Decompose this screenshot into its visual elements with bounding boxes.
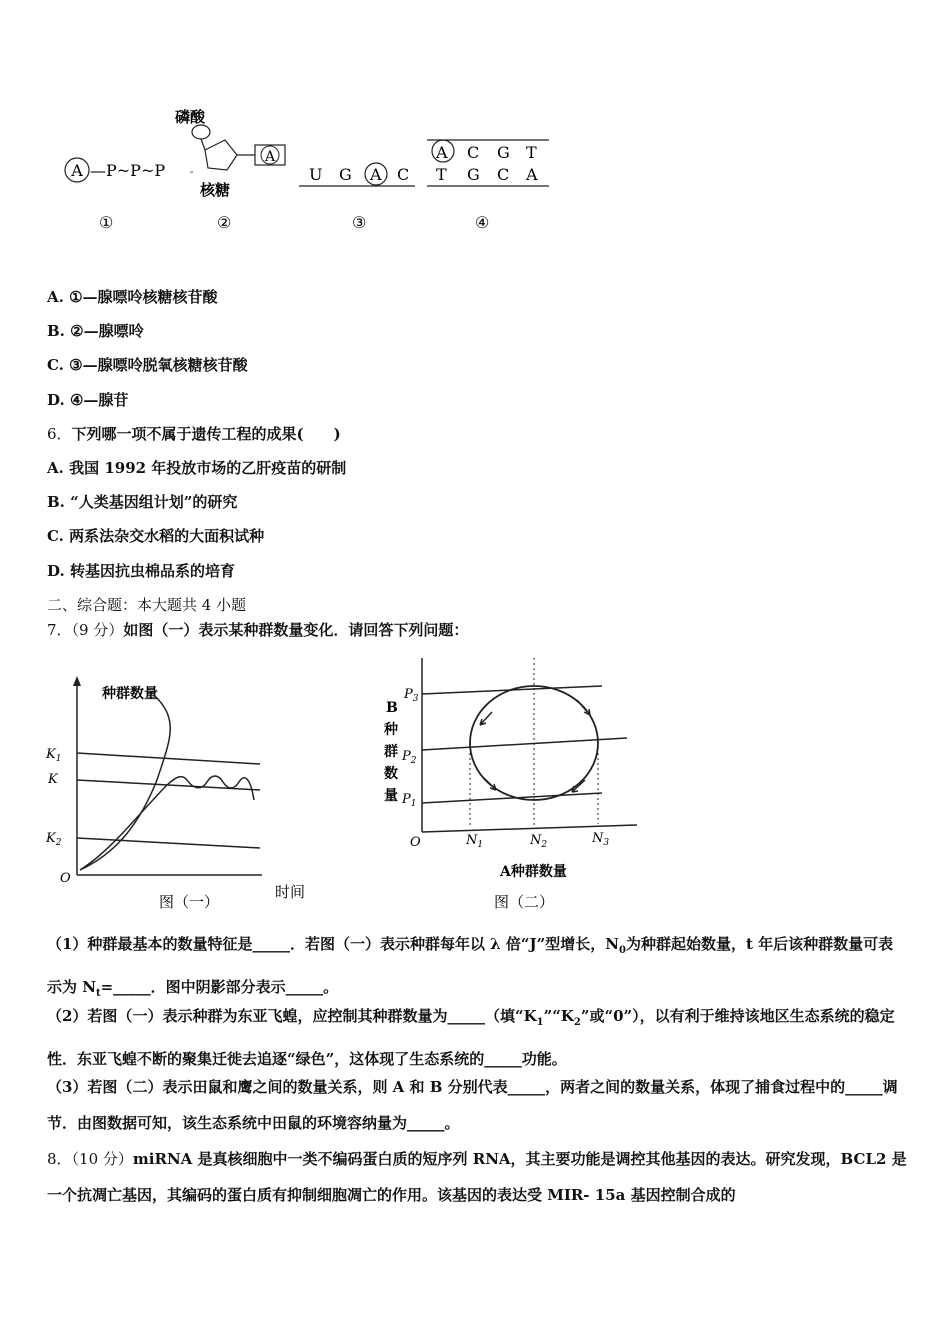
svg-text:—P~P~P: —P~P~P bbox=[90, 161, 166, 180]
fig2-xlabel: A种群数量 bbox=[500, 864, 567, 880]
q5-option-c: C. ③—腺嘌呤脱氧核糖核苷酸 bbox=[47, 356, 248, 374]
rna-strand bbox=[299, 163, 415, 186]
q6-option-c: C. 两系法杂交水稻的大面积试种 bbox=[47, 527, 265, 545]
svg-text:P2: $P_2$ bbox=[402, 749, 417, 766]
svg-text:群: 群 bbox=[384, 744, 398, 760]
q6-option-b: B. “人类基因组计划”的研究 bbox=[47, 493, 238, 511]
q6-option-d: D. 转基因抗虫棉品系的培育 bbox=[47, 562, 235, 580]
svg-text:种: 种 bbox=[384, 722, 398, 738]
svg-text:G: G bbox=[497, 143, 510, 162]
nucleotide-figure bbox=[55, 100, 565, 235]
fig1-xlabel: 时间 bbox=[275, 883, 306, 901]
label-3: ③ bbox=[352, 213, 367, 232]
svg-text:数: 数 bbox=[384, 766, 398, 782]
q7-part-1: （1）种群最基本的数量特征是_____．若图（一）表示种群每年以 λ 倍“J”型增长，$N_0$为种群起始数量，t 年后该种群数量可表示为 $N_t=\_\_\_\_\_$．图中阴影部分表示_____。 bbox=[47, 935, 894, 999]
svg-text:T: T bbox=[526, 143, 537, 162]
label-2: ② bbox=[217, 213, 232, 232]
dna-double-strand bbox=[427, 140, 549, 186]
svg-text:K: K bbox=[48, 772, 58, 787]
svg-text:量: 量 bbox=[384, 788, 398, 804]
nucleotide-base-letter: A bbox=[264, 149, 276, 165]
svg-text:C: C bbox=[397, 165, 410, 184]
fig2-caption: 图（二） bbox=[494, 893, 555, 911]
svg-text:O: O bbox=[60, 871, 71, 886]
q7-stem: 7．（9 分）如图（一）表示某种群数量变化．请回答下列问题： bbox=[47, 621, 469, 639]
svg-text:A: A bbox=[370, 165, 382, 184]
q7-part-2: （2）若图（一）表示种群为东亚飞蝗，应控制其种群数量为_____（填“$K_1”“K_2$”或“0”），以有利于维持该地区生态系统的稳定性．东亚飞蝗不断的聚集迁徙去追逐“绿色”，这体现了生态系统的_____功能。 bbox=[47, 1007, 895, 1068]
svg-text:B: B bbox=[386, 700, 398, 716]
phosphate-label: 磷酸 bbox=[175, 108, 206, 126]
q6-option-a: A. 我国 1992 年投放市场的乙肝疫苗的研制 bbox=[47, 459, 347, 477]
svg-text:U: U bbox=[309, 165, 323, 184]
svg-text:N1: $N_1$ bbox=[466, 833, 484, 850]
svg-text:G: G bbox=[467, 165, 480, 184]
q6-stem: 6．下列哪一项不属于遗传工程的成果( ) bbox=[47, 425, 341, 443]
atp-circled-letter: A bbox=[71, 161, 83, 180]
svg-text:-: - bbox=[190, 167, 194, 178]
svg-text:N3: $N_3$ bbox=[592, 831, 610, 848]
svg-text:P1: $P_1$ bbox=[402, 792, 417, 809]
svg-text:O: O bbox=[410, 835, 421, 850]
nucleotide-structure bbox=[175, 108, 285, 199]
svg-text:K1: $K_1$ bbox=[46, 747, 62, 764]
q5-option-b: B. ②—腺嘌呤 bbox=[47, 322, 144, 340]
q7-part-3: （3）若图（二）表示田鼠和鹰之间的数量关系，则 A 和 B 分别代表_____，两者之间的数量关系，体现了捕食过程中的_____调节．由图数据可知，该生态系统中田鼠的环境容纳量为_____。 bbox=[47, 1078, 898, 1132]
label-1: ① bbox=[99, 213, 114, 232]
svg-text:C: C bbox=[497, 165, 510, 184]
svg-text:A: A bbox=[436, 143, 448, 162]
ribose-label: 核糖 bbox=[200, 181, 231, 199]
svg-text:A: A bbox=[526, 165, 538, 184]
svg-text:C: C bbox=[467, 143, 480, 162]
fig1-caption: 图（一） bbox=[159, 893, 220, 911]
svg-text:N2: $N_2$ bbox=[530, 833, 548, 850]
fig1-ylabel: 种群数量 bbox=[102, 686, 158, 702]
q5-option-d: D. ④—腺苷 bbox=[47, 391, 129, 409]
label-4: ④ bbox=[475, 213, 490, 232]
svg-text:P3: $P_3$ bbox=[404, 687, 419, 704]
svg-text:T: T bbox=[436, 165, 447, 184]
q5-option-a: A. ①—腺嘌呤核糖核苷酸 bbox=[47, 288, 218, 306]
svg-text:G: G bbox=[339, 165, 352, 184]
atp-structure bbox=[65, 158, 165, 182]
svg-text:K2: $K_2$ bbox=[46, 831, 62, 848]
figure-2-predator-prey-graph bbox=[372, 650, 642, 915]
figure-1-population-graph bbox=[42, 670, 317, 915]
section-heading: 二、综合题：本大题共 4 小题 bbox=[47, 596, 247, 614]
q8-stem: 8．（10 分）miRNA 是真核细胞中一类不编码蛋白质的短序列 RNA，其主要功能是调控其他基因的表达。研究发现，BCL2 是一个抗凋亡基因，其编码的蛋白质有抑制细胞凋亡的作用。该基因的表达受 MIR- 15a 基因控制合成的 bbox=[47, 1150, 907, 1204]
